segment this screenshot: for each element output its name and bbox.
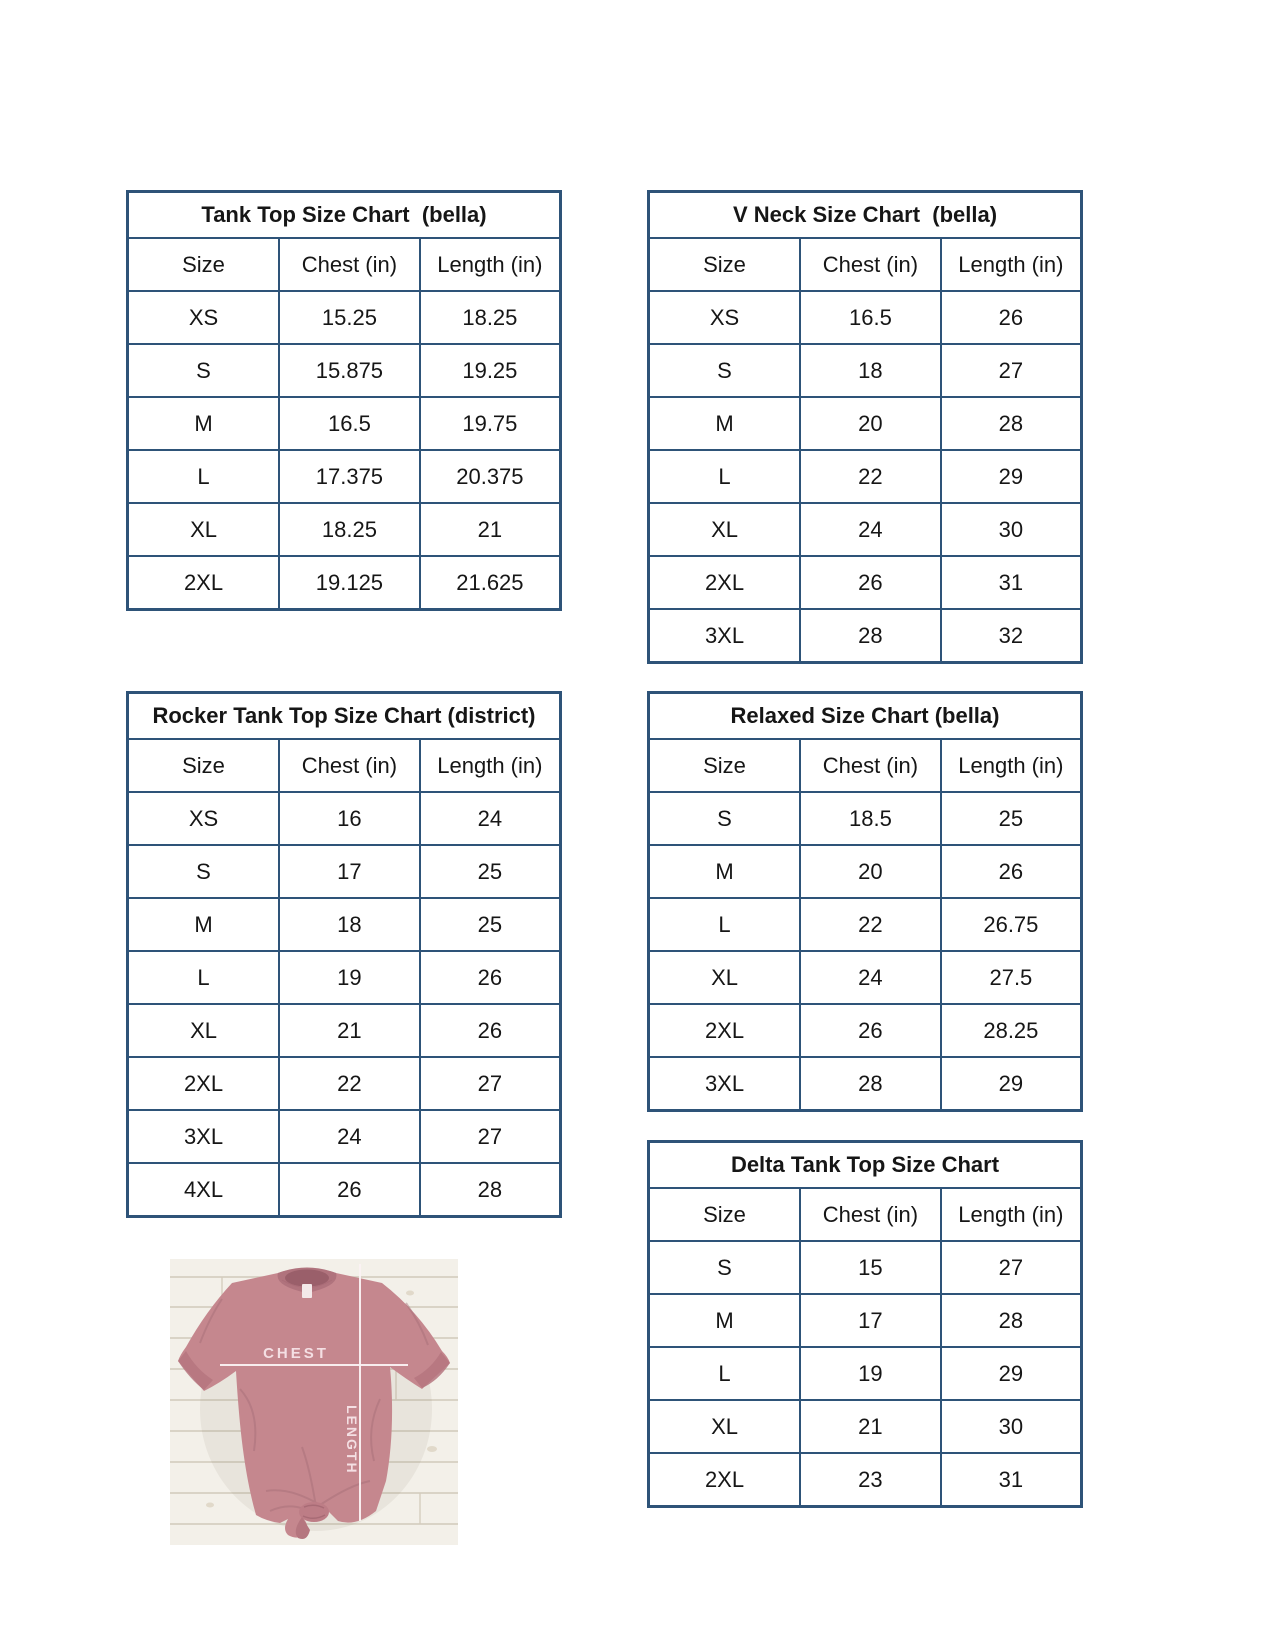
chest-cell: 20	[800, 397, 941, 450]
column-header: Size	[128, 238, 280, 291]
relaxed-size-chart-table	[647, 691, 1083, 1112]
table-title: Rocker Tank Top Size Chart (district)	[128, 693, 561, 740]
chest-cell: 20	[800, 845, 941, 898]
table-title-row	[649, 1142, 1082, 1189]
rocker-tank-top-size-chart	[126, 691, 562, 1218]
size-cell: S	[649, 1241, 801, 1294]
table-row	[649, 898, 1082, 951]
table-row	[649, 1241, 1082, 1294]
column-header: Length (in)	[941, 1188, 1082, 1241]
chest-cell: 17.375	[279, 450, 420, 503]
delta-tank-top-size-chart	[647, 1140, 1083, 1508]
length-cell: 25	[420, 845, 561, 898]
table-header-row	[649, 238, 1082, 291]
chest-cell: 23	[800, 1453, 941, 1507]
length-cell: 28	[941, 1294, 1082, 1347]
size-cell: 2XL	[128, 556, 280, 610]
size-cell: XS	[128, 792, 280, 845]
table-row	[128, 291, 561, 344]
size-cell: L	[128, 450, 280, 503]
length-cell: 25	[941, 792, 1082, 845]
length-cell: 30	[941, 503, 1082, 556]
rocker-tank-top-size-chart-table	[126, 691, 562, 1218]
size-cell: 3XL	[649, 609, 801, 663]
table-title: V Neck Size Chart (bella)	[649, 192, 1082, 239]
table-row	[128, 1163, 561, 1217]
size-cell: 3XL	[649, 1057, 801, 1111]
shirt-measurement-photo	[170, 1259, 458, 1545]
length-cell: 32	[941, 609, 1082, 663]
size-cell: M	[128, 397, 280, 450]
chest-cell: 18.5	[800, 792, 941, 845]
table-title: Relaxed Size Chart (bella)	[649, 693, 1082, 740]
chest-cell: 18	[279, 898, 420, 951]
length-cell: 19.25	[420, 344, 561, 397]
table-title: Delta Tank Top Size Chart	[649, 1142, 1082, 1189]
length-cell: 28	[420, 1163, 561, 1217]
size-cell: M	[649, 1294, 801, 1347]
chest-cell: 22	[279, 1057, 420, 1110]
length-cell: 26	[420, 1004, 561, 1057]
size-cell: XL	[128, 1004, 280, 1057]
size-cell: 3XL	[128, 1110, 280, 1163]
size-cell: XL	[649, 1400, 801, 1453]
table-row	[649, 556, 1082, 609]
table-row	[128, 845, 561, 898]
chest-cell: 18.25	[279, 503, 420, 556]
chest-cell: 21	[800, 1400, 941, 1453]
chest-cell: 19	[279, 951, 420, 1004]
length-cell: 19.75	[420, 397, 561, 450]
size-cell: XS	[649, 291, 801, 344]
chest-cell: 22	[800, 898, 941, 951]
size-cell: 2XL	[649, 1004, 801, 1057]
size-cell: XS	[128, 291, 280, 344]
column-header: Chest (in)	[279, 739, 420, 792]
chest-cell: 26	[800, 1004, 941, 1057]
size-cell: S	[128, 845, 280, 898]
column-header: Chest (in)	[800, 739, 941, 792]
chest-cell: 15.25	[279, 291, 420, 344]
length-cell: 26	[941, 291, 1082, 344]
table-row	[128, 344, 561, 397]
table-row	[649, 397, 1082, 450]
chest-cell: 28	[800, 1057, 941, 1111]
chest-cell: 16	[279, 792, 420, 845]
table-row	[128, 1057, 561, 1110]
table-title-row	[128, 693, 561, 740]
chest-cell: 17	[800, 1294, 941, 1347]
length-cell: 26.75	[941, 898, 1082, 951]
chest-cell: 16.5	[800, 291, 941, 344]
size-cell: XL	[649, 951, 801, 1004]
table-row	[649, 1453, 1082, 1507]
table-title-row	[649, 192, 1082, 239]
chest-cell: 18	[800, 344, 941, 397]
chest-cell: 21	[279, 1004, 420, 1057]
length-cell: 28	[941, 397, 1082, 450]
size-cell: XL	[649, 503, 801, 556]
length-label: LENGTH	[344, 1405, 360, 1475]
size-cell: 2XL	[649, 1453, 801, 1507]
chest-cell: 24	[800, 503, 941, 556]
delta-tank-top-size-chart-table	[647, 1140, 1083, 1508]
chest-cell: 28	[800, 609, 941, 663]
length-cell: 18.25	[420, 291, 561, 344]
column-header: Length (in)	[420, 238, 561, 291]
table-title: Tank Top Size Chart (bella)	[128, 192, 561, 239]
table-header-row	[128, 739, 561, 792]
table-row	[649, 291, 1082, 344]
size-cell: 4XL	[128, 1163, 280, 1217]
column-header: Length (in)	[941, 739, 1082, 792]
length-cell: 21.625	[420, 556, 561, 610]
shirt-measurement-graphic	[170, 1259, 458, 1545]
length-cell: 20.375	[420, 450, 561, 503]
chest-cell: 19.125	[279, 556, 420, 610]
table-row	[128, 397, 561, 450]
length-cell: 31	[941, 1453, 1082, 1507]
length-cell: 29	[941, 450, 1082, 503]
chest-cell: 15.875	[279, 344, 420, 397]
table-header-row	[649, 739, 1082, 792]
table-row	[128, 898, 561, 951]
length-cell: 27	[941, 344, 1082, 397]
length-cell: 31	[941, 556, 1082, 609]
table-row	[649, 609, 1082, 663]
column-header: Size	[649, 739, 801, 792]
column-header: Length (in)	[420, 739, 561, 792]
neck-tag	[302, 1284, 312, 1298]
table-row	[649, 1400, 1082, 1453]
column-header: Chest (in)	[279, 238, 420, 291]
table-row	[128, 951, 561, 1004]
column-header: Chest (in)	[800, 1188, 941, 1241]
chest-cell: 17	[279, 845, 420, 898]
size-cell: 2XL	[649, 556, 801, 609]
length-cell: 28.25	[941, 1004, 1082, 1057]
chest-cell: 24	[279, 1110, 420, 1163]
table-row	[128, 1110, 561, 1163]
length-cell: 26	[941, 845, 1082, 898]
length-cell: 27	[420, 1110, 561, 1163]
column-header: Size	[128, 739, 280, 792]
v-neck-size-chart-table	[647, 190, 1083, 664]
size-cell: 2XL	[128, 1057, 280, 1110]
length-cell: 30	[941, 1400, 1082, 1453]
length-cell: 29	[941, 1057, 1082, 1111]
table-row	[128, 450, 561, 503]
table-header-row	[128, 238, 561, 291]
table-header-row	[649, 1188, 1082, 1241]
chest-cell: 16.5	[279, 397, 420, 450]
length-cell: 26	[420, 951, 561, 1004]
relaxed-size-chart	[647, 691, 1083, 1112]
table-row	[649, 1347, 1082, 1400]
table-row	[649, 344, 1082, 397]
table-row	[649, 792, 1082, 845]
column-header: Size	[649, 238, 801, 291]
length-cell: 29	[941, 1347, 1082, 1400]
length-cell: 27	[420, 1057, 561, 1110]
chest-cell: 15	[800, 1241, 941, 1294]
table-row	[128, 503, 561, 556]
size-cell: S	[128, 344, 280, 397]
length-cell: 21	[420, 503, 561, 556]
table-row	[128, 792, 561, 845]
chest-cell: 24	[800, 951, 941, 1004]
size-cell: S	[649, 792, 801, 845]
chest-cell: 26	[279, 1163, 420, 1217]
tank-top-size-chart-table	[126, 190, 562, 611]
length-cell: 24	[420, 792, 561, 845]
size-cell: S	[649, 344, 801, 397]
tank-top-size-chart	[126, 190, 562, 611]
size-cell: L	[649, 450, 801, 503]
chest-cell: 22	[800, 450, 941, 503]
size-cell: M	[128, 898, 280, 951]
table-row	[128, 556, 561, 610]
table-row	[649, 1294, 1082, 1347]
table-row	[649, 951, 1082, 1004]
v-neck-size-chart	[647, 190, 1083, 664]
table-row	[649, 845, 1082, 898]
size-cell: M	[649, 397, 801, 450]
table-title-row	[649, 693, 1082, 740]
column-header: Size	[649, 1188, 801, 1241]
table-row	[649, 450, 1082, 503]
table-title-row	[128, 192, 561, 239]
table-row	[128, 1004, 561, 1057]
table-row	[649, 1004, 1082, 1057]
size-cell: M	[649, 845, 801, 898]
length-cell: 27	[941, 1241, 1082, 1294]
column-header: Length (in)	[941, 238, 1082, 291]
size-cell: XL	[128, 503, 280, 556]
table-row	[649, 1057, 1082, 1111]
collar-opening	[285, 1270, 329, 1287]
size-cell: L	[649, 1347, 801, 1400]
column-header: Chest (in)	[800, 238, 941, 291]
chest-label: CHEST	[263, 1345, 329, 1362]
table-row	[649, 503, 1082, 556]
chest-cell: 26	[800, 556, 941, 609]
length-cell: 25	[420, 898, 561, 951]
chest-cell: 19	[800, 1347, 941, 1400]
size-cell: L	[649, 898, 801, 951]
length-cell: 27.5	[941, 951, 1082, 1004]
size-cell: L	[128, 951, 280, 1004]
